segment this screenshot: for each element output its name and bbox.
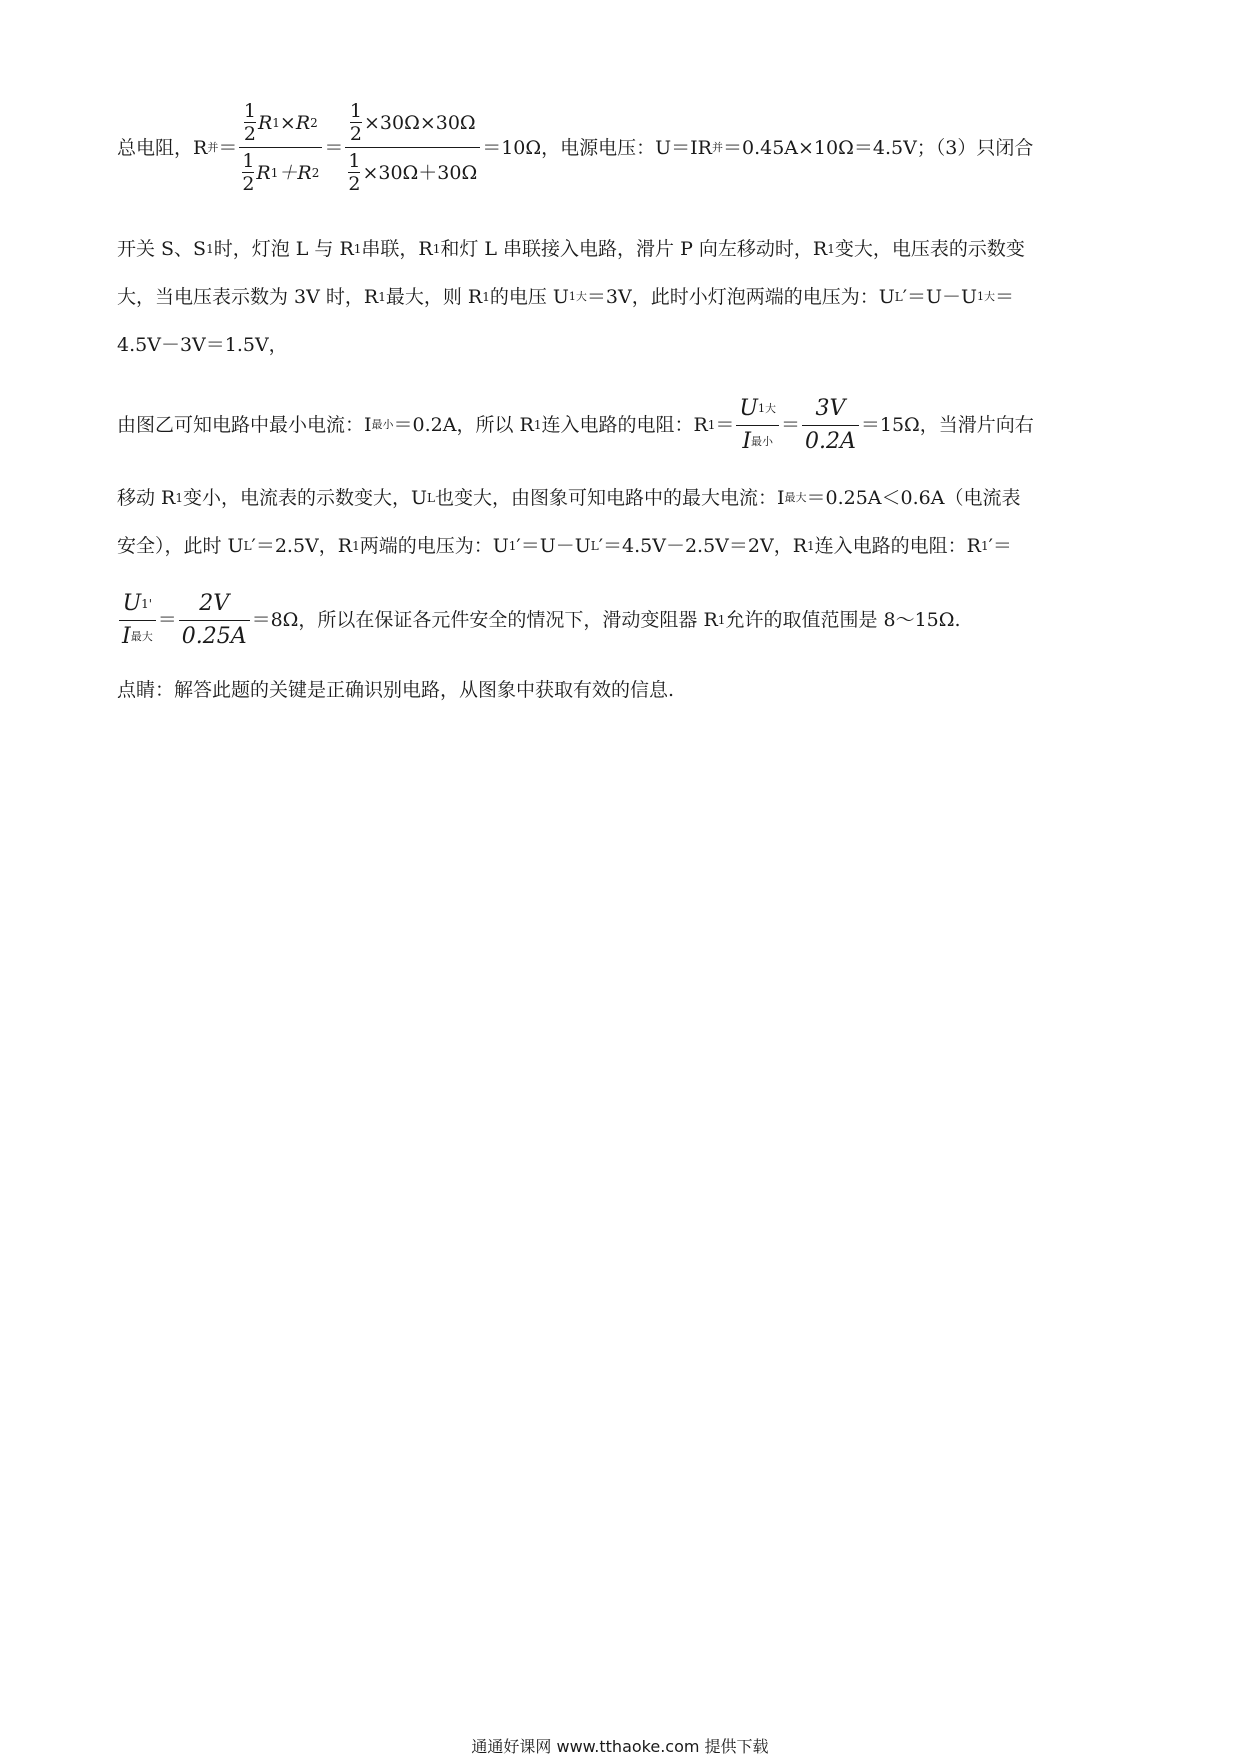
- subscript: 1: [482, 290, 490, 304]
- text-segment: 也变大，由图象可知电路中的最大电流：I: [434, 487, 785, 509]
- fraction-denominator: [345, 151, 480, 194]
- text-segment: 4.5V－3V＝1.5V，: [117, 334, 288, 356]
- variable: I: [742, 428, 752, 454]
- variable: ×R: [279, 111, 311, 134]
- subscript: 1: [353, 242, 362, 256]
- fraction-bar: [802, 425, 859, 426]
- subscript: 1: [980, 539, 989, 553]
- denominator-text: ×30Ω＋30Ω: [362, 161, 478, 184]
- fraction-u1-over-imax: [119, 591, 156, 650]
- text-segment: 两端的电压为：U: [359, 535, 509, 557]
- text-segment: ′＝: [988, 535, 1012, 557]
- subscript: 并: [207, 140, 219, 154]
- equation-line-total-resistance: [117, 90, 1127, 205]
- fraction-formula: [239, 101, 322, 194]
- variable: U: [739, 395, 758, 421]
- text-segment: 连入电路的电阻：R: [541, 414, 708, 436]
- text-segment: 和灯 L 串联接入电路，滑片 P 向左移动时，R: [440, 238, 828, 260]
- text-segment: 开关 S、S: [117, 238, 207, 260]
- text-segment: ′＝U－U: [902, 286, 978, 308]
- text-segment: 串联，R: [361, 238, 433, 260]
- subscript: 1: [807, 539, 815, 553]
- digit: 2: [348, 173, 361, 195]
- text-segment: 最大，则 R: [385, 286, 483, 308]
- subscript: 1: [827, 242, 835, 256]
- subscript: 最大: [784, 491, 807, 504]
- text-line: [117, 284, 1127, 310]
- equals-sign: ＝: [780, 414, 800, 436]
- fraction-numerator: [736, 396, 779, 422]
- text-segment: 的电压 U: [489, 286, 569, 308]
- half-fraction: [244, 101, 256, 144]
- variable: R: [257, 111, 273, 134]
- subscript: 最小: [751, 434, 774, 448]
- text-segment: 移动 R: [117, 487, 176, 509]
- text-segment: 安全），此时 U: [117, 535, 244, 557]
- subscript: L: [590, 539, 599, 553]
- text-segment: 时，灯泡 L 与 R: [213, 238, 354, 260]
- variable: I: [122, 623, 131, 649]
- fraction-denominator: [239, 151, 322, 194]
- subscript: 1: [272, 115, 280, 130]
- subscript: L: [427, 491, 435, 505]
- half-fraction: [348, 151, 360, 194]
- fraction-numerator: [120, 591, 156, 617]
- fraction-denominator: 0.2A: [804, 428, 856, 454]
- fraction-numerator: [347, 101, 479, 144]
- subscript: 1: [432, 242, 441, 256]
- text-segment: ′＝U－U: [516, 535, 591, 557]
- subscript: L: [894, 290, 903, 304]
- fraction-bar: [119, 620, 156, 621]
- subscript: 1: [141, 596, 149, 611]
- text-segment: 总电阻，R: [117, 136, 208, 159]
- text-segment: 连入电路的电阻：R: [814, 535, 981, 557]
- digit: 2: [349, 123, 362, 145]
- text-segment: 点睛：解答此题的关键是正确识别电路，从图象中获取有效的信息.: [117, 679, 675, 701]
- text-segment: 变大，电压表的示数变: [834, 238, 1025, 260]
- subscript: 1: [508, 539, 517, 553]
- digit: 2: [243, 123, 256, 145]
- digit: 1: [242, 150, 255, 172]
- half-fraction: [242, 151, 254, 194]
- variable: R: [256, 161, 271, 184]
- text-segment: ′＝4.5V－2.5V＝2V，R: [598, 535, 808, 557]
- text-segment: 变小，电流表的示数变大，U: [183, 487, 428, 509]
- fraction-bar: [239, 147, 322, 148]
- equation-line-max-current: [117, 582, 1127, 658]
- fraction-denominator: [119, 624, 156, 650]
- text-segment: ＝10Ω，电源电压：U＝IR: [482, 136, 712, 159]
- variable: ＋R: [278, 161, 312, 184]
- footer-text: 通通好课网 www.tthaoke.com 提供下载: [471, 1737, 769, 1756]
- equation-line-min-current: [117, 385, 1127, 465]
- fraction-bar: [736, 425, 779, 426]
- text-segment: ＝8Ω，所以在保证各元件安全的情况下，滑动变阻器 R: [251, 609, 718, 631]
- subscript: 1大: [568, 290, 587, 303]
- subscript: 1: [270, 165, 279, 180]
- subscript: 1: [378, 290, 386, 304]
- subscript: 1大: [977, 290, 996, 303]
- fraction-bar: [345, 147, 480, 148]
- fraction-numerator: 2V: [199, 590, 230, 616]
- subscript: 1: [175, 491, 183, 505]
- digit: 1: [348, 150, 361, 172]
- prime-mark: ': [148, 596, 153, 611]
- digit: 2: [242, 173, 255, 195]
- fraction-values: [802, 396, 859, 455]
- key-point-note: [117, 677, 1127, 703]
- digit: 1: [243, 100, 256, 122]
- text-segment: ＝0.2A，所以 R: [393, 414, 534, 436]
- fraction-numerator: [241, 101, 321, 144]
- fraction-numerator: 3V: [815, 395, 846, 421]
- equals-sign: ＝: [715, 414, 735, 436]
- subscript: 最小: [371, 418, 394, 431]
- subscript: 2: [310, 115, 318, 130]
- text-segment: ′＝2.5V，R: [251, 535, 353, 557]
- text-segment: 由图乙可知电路中最小电流：I: [117, 414, 372, 436]
- subscript: 1大: [757, 401, 776, 415]
- variable: U: [122, 590, 142, 616]
- numerator-text: ×30Ω×30Ω: [363, 111, 476, 134]
- equals-sign: ＝: [218, 136, 238, 159]
- fraction-substituted: [345, 101, 480, 194]
- half-fraction: [350, 101, 362, 144]
- subscript: 1: [206, 242, 214, 256]
- text-segment: 大，当电压表示数为 3V 时，R: [117, 286, 379, 308]
- subscript: 2: [311, 165, 320, 180]
- fraction-u-over-i: [736, 396, 779, 455]
- fraction-denominator: 0.25A: [181, 623, 247, 649]
- fraction-bar: [179, 620, 250, 621]
- equals-sign: ＝: [324, 136, 344, 159]
- text-line: [117, 533, 1127, 559]
- subscript: L: [243, 539, 252, 553]
- subscript: 并: [711, 140, 723, 154]
- text-line: [117, 485, 1127, 511]
- subscript: 1: [533, 418, 542, 432]
- fraction-denominator: [739, 429, 776, 455]
- text-segment: ＝: [995, 286, 1015, 308]
- text-segment: ＝15Ω，当滑片向右: [860, 414, 1034, 436]
- subscript: 1: [707, 418, 716, 432]
- text-segment: 允许的取值范围是 8～15Ω.: [725, 609, 961, 631]
- subscript: 最大: [130, 629, 153, 643]
- digit: 1: [349, 100, 362, 122]
- text-segment: ＝3V，此时小灯泡两端的电压为：U: [586, 286, 895, 308]
- subscript: 1: [717, 613, 726, 627]
- text-segment: ＝0.45A×10Ω＝4.5V；（3）只闭合: [722, 136, 1034, 159]
- text-line: [117, 332, 1127, 358]
- fraction-values: [179, 591, 250, 650]
- equals-sign: ＝: [157, 609, 177, 631]
- subscript: 1: [352, 539, 360, 553]
- text-segment: ＝0.25A＜0.6A（电流表: [806, 487, 1021, 509]
- text-line: [117, 236, 1127, 262]
